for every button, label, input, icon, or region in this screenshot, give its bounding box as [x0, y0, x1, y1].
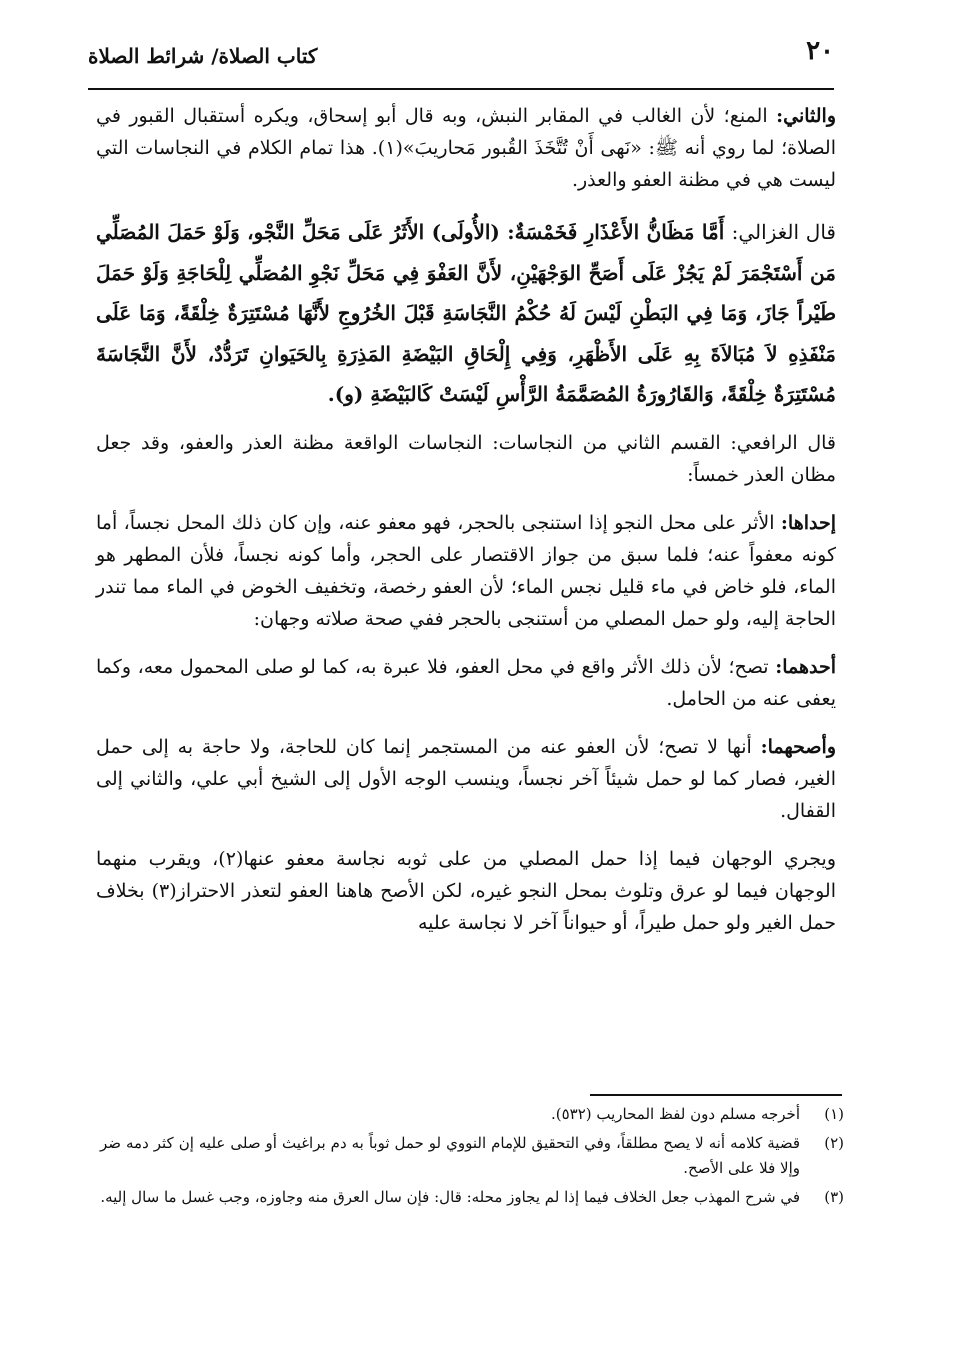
paragraph-one-of-two [96, 651, 836, 715]
paragraph-lead: قال الرافعي: [730, 431, 836, 454]
paragraph-lead: وأصحهما: [760, 735, 836, 758]
paragraph-most-correct [96, 731, 836, 827]
footnote-number: (٢) [824, 1134, 844, 1152]
footnote-number: (٣) [824, 1188, 844, 1206]
paragraph-lead: إحداها: [780, 511, 836, 534]
page-header [88, 36, 834, 86]
paragraph-lead: قال الغزالي: [731, 220, 836, 244]
paragraph-rafii [96, 427, 836, 491]
paragraph-text: أَمَّا مَظَانُّ الأَعْذَارِ فَخَمْسَةٌ: (الأُولَى) الأَثَرُ عَلَى مَحَلِّ النَّجْو، وَلَوْ حَمَلَ المُصَلِّي مَن أَسْتَجْمَرَ لَمْ يَجُزْ عَلَى أَصَحِّ الوَجْهَيْنِ، لأَنَّ العَفْوَ فِي مَحَلِّ نَجْوِ المُصَلِّي لِلْحَاجَةِ وَلَوْ حَمَلَ طَيْراً جَازَ، وَمَا فِي البَطْنِ لَيْسَ لَهُ حُكْمُ النَّجَاسَةِ قَبْلَ الخُرُوجِ لأَنَّهَا مُسْتَتِرَةٌ خِلْقَةً، وَمَا عَلَى مَنْفَذِهِ لاَ مُبَالاَةَ بِهِ عَلَى الأَظْهَرِ، وَفِي إِلْحَاقِ البَيْضَةِ المَذِرَةِ بِالحَيَوانِ تَرَدُّدٌ، لأَنَّ النَّجَاسَةَ مُسْتَتِرَةٌ خِلْقَةً، وَالقَارُورَةُ المُصَمَّمَةُ الرَّأْسِ لَيْسَتْ كَالبَيْضَةِ (و). [96, 220, 836, 406]
paragraph-two-aspects [96, 843, 836, 939]
page-number: ٢٠ [806, 36, 834, 66]
footnote-number: (١) [824, 1105, 844, 1123]
header-rule [88, 88, 834, 90]
paragraph-text: تصح؛ لأن ذلك الأثر واقع في محل العفو، فلا عبرة به، كما لو صلى المحمول معه، وكما يعفى عنه من الحامل. [96, 655, 836, 710]
paragraph-lead: والثاني: [776, 105, 836, 127]
footnote-text: قضية كلامه أنه لا يصح مطلقاً، وفي التحقيق للإمام النووي لو حمل ثوباً به دم براغيث أو صلى عليه إن كثر دمه ضر وإلا فلا على الأصح. [100, 1134, 800, 1177]
footnotes [100, 1102, 844, 1214]
main-text [96, 100, 836, 955]
paragraph-text: المنع؛ لأن الغالب في المقابر النبش، وبه قال أبو إسحاق، ويكره أستقبال القبور في الصلاة؛ لما روي أنه ﷺ: «نَهى أَنْ تُتَّخَذَ القُبور مَحاريبَ»(١). هذا تمام الكلام في النجاسات التي ليست هي في مظنة العفو والعذر. [96, 105, 836, 191]
footnote [100, 1102, 844, 1127]
paragraph-text: الأثر على محل النجو إذا استنجى بالحجر، فهو معفو عنه، وإن كان ذلك المحل نجساً، أما كونه معفواً عنه؛ فلما سبق من جواز الاقتصار على الحجر، وأما كونه نجساً، فلأن المطهر هو الماء، فلو خاض في ماء قليل نجس الماء؛ لأن العفو رخصة، وتخفيف الخوض في الماء مما تندر الحاجة إليه، ولو حمل المصلي من أستنجى بالحجر ففي صحة صلاته وجهان: [96, 511, 836, 630]
paragraph-ghazali [96, 212, 836, 415]
paragraph-lead: أحدهما: [775, 655, 836, 678]
footnote-rule [590, 1094, 842, 1096]
paragraph-text: القسم الثاني من النجاسات: النجاسات الواقعة مظنة العذر والعفو، وقد جعل مظان العذر خمساً: [96, 431, 836, 486]
paragraph-text: ويجري الوجهان فيما إذا حمل المصلي من على ثوبه نجاسة معفو عنها(٢)، ويقرب منهما الوجهان فيما لو عرق وتلوث بمحل النجو غيره، لكن الأصح هاهنا العفو لتعذر الاحتراز(٣) بخلاف حمل الغير ولو حمل طيراً، أو حيواناً آخر لا نجاسة عليه [96, 847, 836, 934]
footnote-text: في شرح المهذب جعل الخلاف فيما إذا لم يجاوز محله: قال: فإن سال العرق منه وجاوزه، وجب غسل ما سال إليه. [100, 1188, 800, 1206]
paragraph-first [96, 507, 836, 635]
paragraph-text: أنها لا تصح؛ لأن العفو عنه من المستجمر إنما كان للحاجة، ولا حاجة به إلى حمل الغير، فصار كما لو حمل شيئاً آخر نجساً، وينسب الوجه الأول إلى الشيخ أبي علي، والثاني إلى القفال. [96, 735, 836, 822]
footnote [100, 1185, 844, 1210]
running-title: كتاب الصلاة/ شرائط الصلاة [88, 44, 318, 68]
paragraph-second-opinion [96, 100, 836, 196]
footnote-text: أخرجه مسلم دون لفظ المحاريب (٥٣٢). [550, 1105, 800, 1123]
footnote [100, 1131, 844, 1181]
